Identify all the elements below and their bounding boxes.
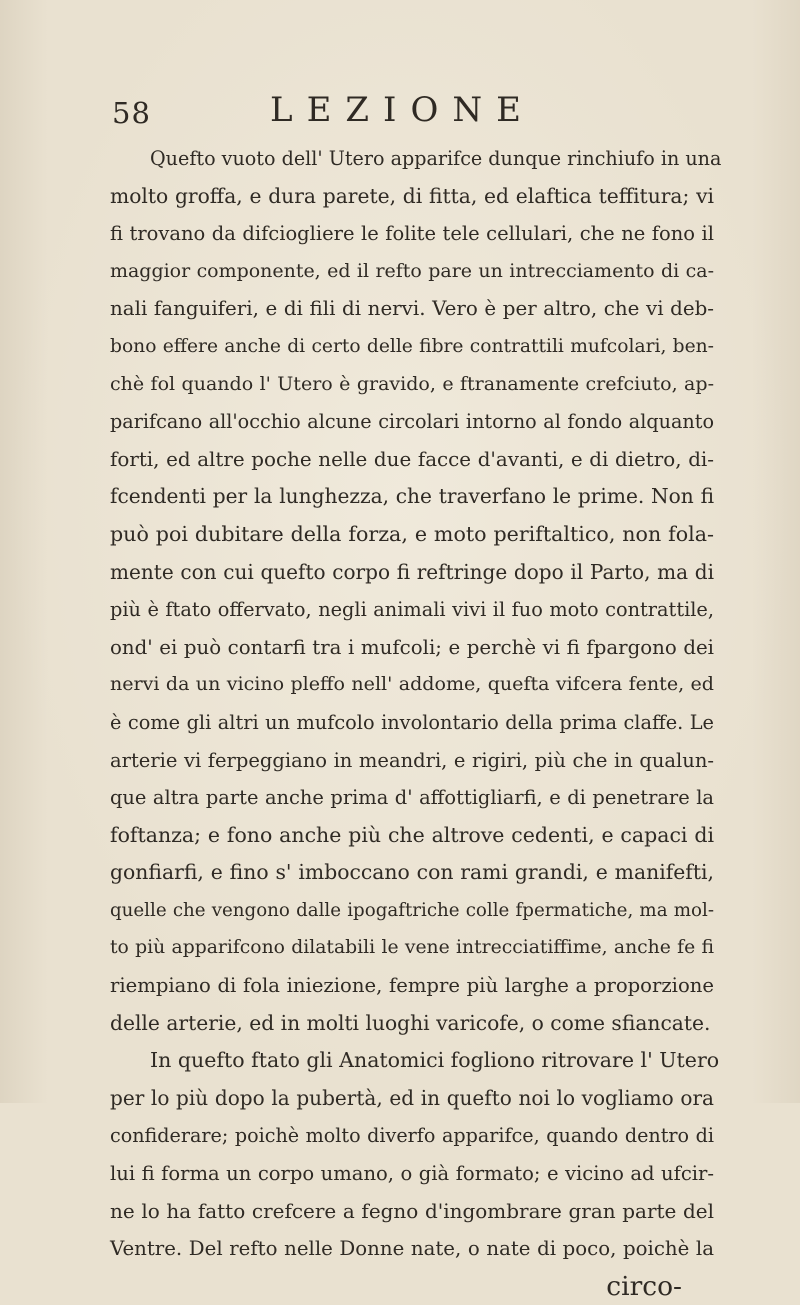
- text-line: parifcano all'occhio alcune circolari intorno al fondo alquanto: [110, 410, 714, 434]
- text-line: nali fanguiferi, e di fili di nervi. Vero è per altro, che vi deb-: [110, 297, 714, 321]
- text-line: può poi dubitare della forza, e moto periftaltico, non fola-: [110, 521, 714, 546]
- running-head: LEZIONE: [270, 90, 535, 130]
- text-line: confiderare; poichè molto diverfo apparifce, quando dentro di: [110, 1124, 714, 1148]
- text-line: que altra parte anche prima d' affottigliarfi, e di penetrare la: [110, 786, 714, 810]
- text-line: quelle che vengono dalle ipogaftriche colle fpermatiche, ma mol-: [110, 899, 714, 921]
- text-line: fi trovano da difciogliere le folite tele cellulari, che ne fono il: [110, 222, 714, 246]
- text-line: ne lo ha fatto crefcere a fegno d'ingombrare gran parte del: [110, 1198, 714, 1223]
- text-line: per lo più dopo la pubertà, ed in quefto noi lo vogliamo ora: [110, 1085, 714, 1110]
- text-line: fcendenti per la lunghezza, che traverfano le prime. Non fi: [110, 484, 714, 509]
- page-number: 58: [112, 96, 151, 130]
- catchword: circo-: [606, 1270, 682, 1302]
- body-text: [110, 140, 722, 1305]
- text-line: In quefto ftato gli Anatomici fogliono ritrovare l' Utero: [150, 1048, 720, 1073]
- text-line: mente con cui quefto corpo fi reftringe dopo il Parto, ma di: [110, 559, 714, 584]
- page-header: [0, 90, 800, 134]
- text-line: riempiano di fola iniezione, fempre più larghe a proporzione: [110, 974, 714, 998]
- text-line: lui fi forma un corpo umano, o già formato; e vicino ad ufcir-: [110, 1162, 714, 1186]
- text-line: gonfiarfi, e fino s' imboccano con rami grandi, e manifefti,: [110, 860, 714, 885]
- text-line: più è ftato offervato, negli animali vivi il fuo moto contrattile,: [110, 598, 714, 622]
- text-line: forti, ed altre poche nelle due facce d'avanti, e di dietro, di-: [110, 447, 714, 471]
- text-line: to più apparifcono dilatabili le vene intrecciatiffime, anche fe fi: [110, 937, 714, 959]
- text-line: chè fol quando l' Utero è gravido, e ftranamente crefciuto, ap-: [110, 372, 714, 395]
- text-line: ond' ei può contarfi tra i mufcoli; e perchè vi fi fpargono dei: [110, 635, 714, 659]
- text-line: bono effere anche di certo delle fibre contrattili mufcolari, ben-: [110, 335, 714, 357]
- text-line: Ventre. Del refto nelle Donne nate, o nate di poco, poichè la: [110, 1237, 714, 1261]
- text-line: arterie vi ferpeggiano in meandri, e rigiri, più che in qualun-: [110, 748, 714, 772]
- text-line: nervi da un vicino pleffo nell' addome, quefta vifcera fente, ed: [110, 673, 714, 696]
- text-line: Quefto vuoto dell' Utero apparifce dunque rinchiufo in una: [150, 147, 722, 170]
- text-line: maggior componente, ed il refto pare un intrecciamento di ca-: [110, 259, 714, 282]
- text-line: delle arterie, ed in molti luoghi varicofe, o come sfiancate.: [110, 1010, 711, 1035]
- text-line: foftanza; e fono anche più che altrove cedenti, e capaci di: [110, 822, 714, 847]
- text-line: è come gli altri un mufcolo involontario della prima claffe. Le: [110, 710, 714, 734]
- text-line: molto groffa, e dura parete, di fitta, ed elaftica teffitura; vi: [110, 183, 714, 208]
